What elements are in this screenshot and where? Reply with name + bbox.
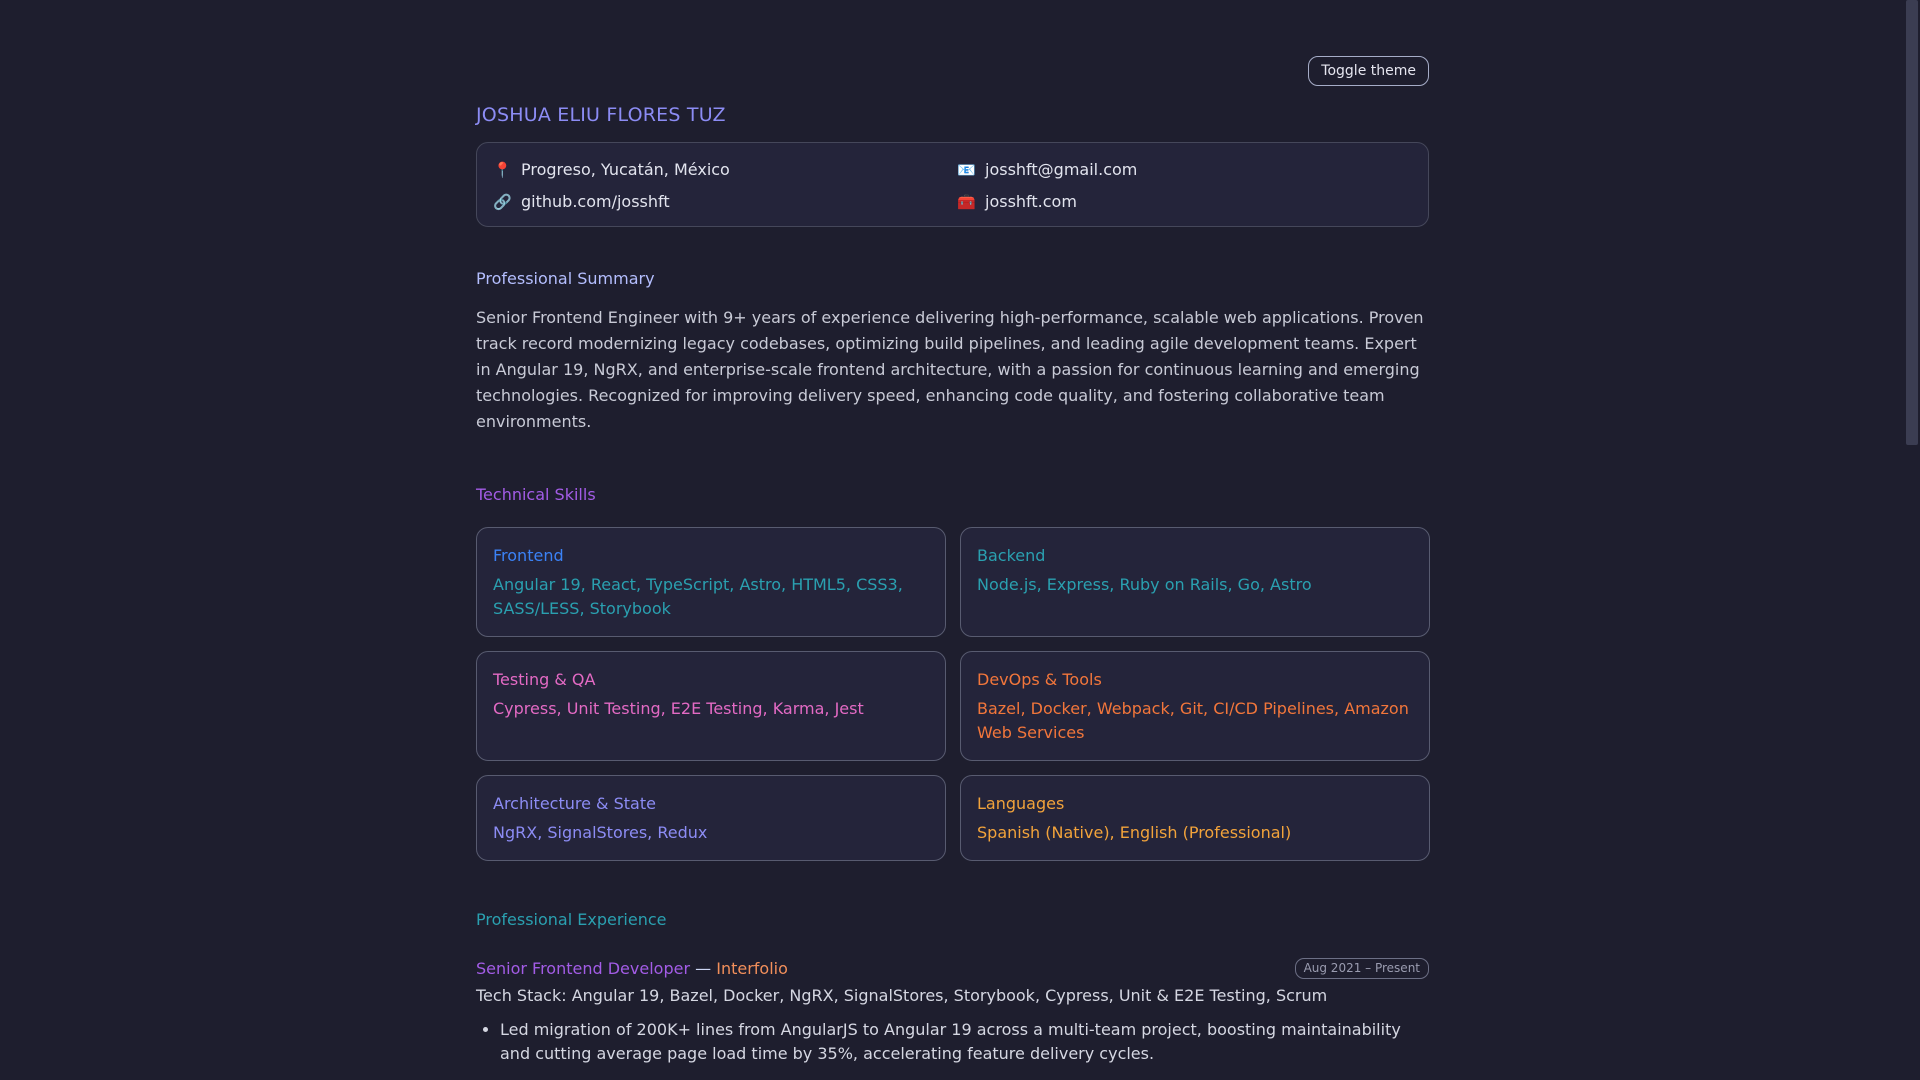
skills-heading: Technical Skills bbox=[476, 485, 596, 504]
link-icon: 🔗 bbox=[493, 192, 512, 211]
skill-list: Node.js, Express, Ruby on Rails, Go, Astro bbox=[977, 575, 1312, 594]
skill-card-languages bbox=[960, 775, 1430, 861]
job-bullets bbox=[476, 1018, 1429, 1066]
toolbar bbox=[476, 0, 1429, 86]
skill-list: Angular 19, React, TypeScript, Astro, HTML5, CSS3, SASS/LESS, Storybook bbox=[493, 575, 903, 618]
envelope-icon: 📧 bbox=[957, 160, 976, 179]
skill-label: Frontend bbox=[493, 546, 564, 565]
job-tech-stack: Tech Stack: Angular 19, Bazel, Docker, NgRX, SignalStores, Storybook, Cypress, Unit & E2E Testing, Scrum bbox=[476, 986, 1328, 1005]
skill-card-architecture bbox=[476, 775, 946, 861]
skill-card-frontend bbox=[476, 527, 946, 637]
scrollbar-thumb[interactable] bbox=[1906, 0, 1918, 445]
round-pushpin-icon: 📍 bbox=[493, 160, 512, 179]
email-link[interactable]: josshft@gmail.com bbox=[985, 160, 1138, 179]
scrollbar[interactable] bbox=[1904, 0, 1920, 1080]
experience-heading: Professional Experience bbox=[476, 910, 667, 929]
skills-grid bbox=[476, 527, 1429, 861]
contact-email[interactable] bbox=[957, 159, 1412, 180]
job-role: Senior Frontend Developer bbox=[476, 958, 691, 978]
github-link[interactable]: github.com/josshft bbox=[521, 192, 670, 211]
skill-label: Architecture & State bbox=[493, 794, 656, 813]
job-separator: — bbox=[695, 958, 712, 978]
skill-list: Spanish (Native), English (Professional) bbox=[977, 823, 1292, 842]
contact-github[interactable] bbox=[493, 191, 957, 212]
summary-heading: Professional Summary bbox=[476, 269, 655, 288]
job-entry bbox=[476, 957, 1429, 1066]
job-title-line bbox=[476, 959, 788, 978]
job-header bbox=[476, 957, 1429, 979]
toggle-theme-button[interactable]: Toggle theme bbox=[1308, 56, 1429, 86]
location-text: Progreso, Yucatán, México bbox=[521, 160, 730, 179]
skill-label: DevOps & Tools bbox=[977, 670, 1102, 689]
contact-website[interactable] bbox=[957, 191, 1412, 212]
list-item: • Led migration of 200K+ lines from AngularJS to Angular 19 across a multi-team project, boosting maintainability and cutting average page load time by 35%, accelerating feature delivery cycles. bbox=[500, 1018, 1429, 1066]
job-dates-badge: Aug 2021 – Present bbox=[1295, 958, 1429, 979]
website-link[interactable]: josshft.com bbox=[985, 192, 1077, 211]
skill-label: Testing & QA bbox=[493, 670, 596, 689]
skill-label: Backend bbox=[977, 546, 1046, 565]
summary-text: Senior Frontend Engineer with 9+ years of experience delivering high-performance, scalable web applications. Proven track record modernizing legacy codebases, optimizing build pipelines, and leading agile development teams. Expert in Angular 19, NgRX, and enterprise-scale frontend architecture, with a passion for continuous learning and emerging technologies. Recognized for improving delivery speed, enhancing code quality, and fostering collaborative team environments. bbox=[476, 308, 1424, 431]
skill-card-testing bbox=[476, 651, 946, 761]
contact-location bbox=[493, 159, 957, 180]
job-company: Interfolio bbox=[716, 958, 788, 978]
resume-name: JOSHUA ELIU FLORES TUZ bbox=[476, 104, 726, 126]
skill-list: Bazel, Docker, Webpack, Git, CI/CD Pipelines, Amazon Web Services bbox=[977, 699, 1409, 742]
toolbox-icon: 🧰 bbox=[957, 192, 976, 211]
skill-card-devops bbox=[960, 651, 1430, 761]
skill-list: NgRX, SignalStores, Redux bbox=[493, 823, 708, 842]
skill-card-backend bbox=[960, 527, 1430, 637]
skill-list: Cypress, Unit Testing, E2E Testing, Karma, Jest bbox=[493, 699, 864, 718]
contact-card bbox=[476, 142, 1429, 227]
resume-page bbox=[476, 0, 1429, 1066]
skill-label: Languages bbox=[977, 794, 1065, 813]
